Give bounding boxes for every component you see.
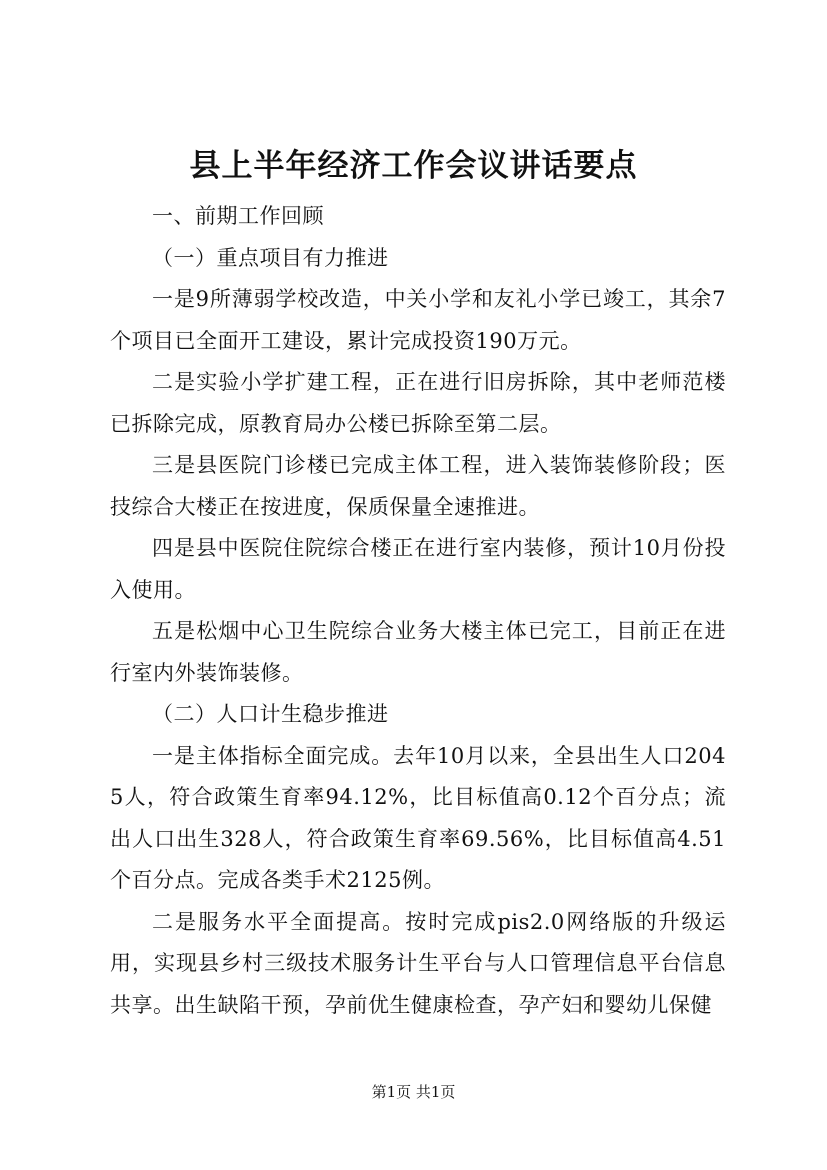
document-body	[110, 196, 726, 1026]
section-heading: 一、前期工作回顾	[152, 204, 324, 228]
page-footer: 第1页 共1页	[371, 1083, 456, 1101]
paragraph: 一是9所薄弱学校改造，中关小学和友礼小学已竣工，其余7个项目已全面开工建设，累计完成投资190万元。	[110, 287, 726, 353]
paragraph: 二是服务水平全面提高。按时完成pis2.0网络版的升级运用，实现县乡村三级技术服务计生平台与人口管理信息平台信息共享。出生缺陷干预，孕前优生健康检查，孕产妇和婴幼儿保健	[110, 909, 726, 1017]
subsection-heading: （一）重点项目有力推进	[152, 245, 389, 270]
paragraph: 五是松烟中心卫生院综合业务大楼主体已完工，目前正在进行室内外装饰装修。	[110, 619, 726, 685]
subsection-heading: （二）人口计生稳步推进	[152, 702, 389, 726]
paragraph: 四是县中医院住院综合楼正在进行室内装修，预计10月份投入使用。	[110, 536, 726, 602]
paragraph: 二是实验小学扩建工程，正在进行旧房拆除，其中老师范楼已拆除完成，原教育局办公楼已拆除至第二层。	[110, 370, 726, 436]
document-title: 县上半年经济工作会议讲话要点	[189, 148, 638, 184]
paragraph: 三是县医院门诊楼已完成主体工程，进入装饰装修阶段；医技综合大楼正在按进度，保质保量全速推进。	[110, 453, 726, 519]
paragraph: 一是主体指标全面完成。去年10月以来，全县出生人口2045人，符合政策生育率94.12%，比目标值高0.12个百分点；流出人口出生328人，符合政策生育率69.56%，比目标值高4.51个百分点。完成各类手术2125例。	[110, 743, 726, 892]
